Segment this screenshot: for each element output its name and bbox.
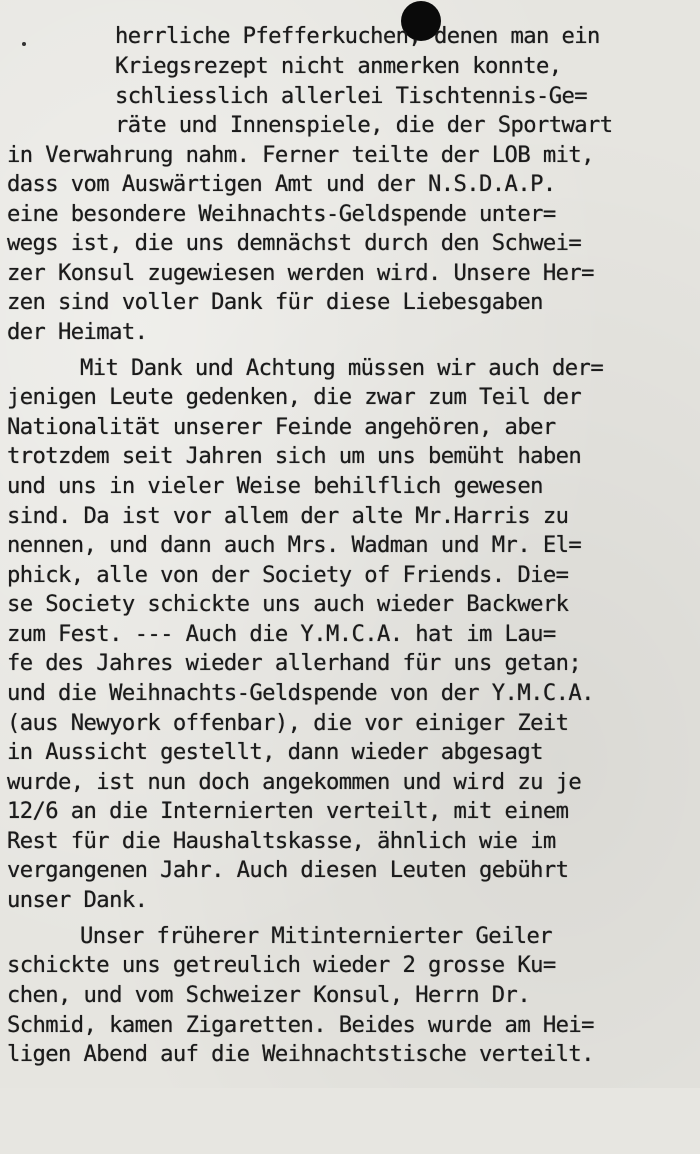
text-line: nennen, und dann auch Mrs. Wadman und Mr. El=: [7, 532, 582, 558]
text-line: Nationalität unserer Feinde angehören, aber: [7, 414, 556, 440]
text-line: jenigen Leute gedenken, die zwar zum Teil der: [7, 384, 582, 410]
text-line: wurde, ist nun doch angekommen und wird zu je: [7, 769, 582, 795]
text-line: unser Dank.: [7, 887, 148, 913]
text-line: schliesslich allerlei Tischtennis-Ge=: [115, 83, 588, 109]
text-line: und uns in vieler Weise behilflich gewesen: [7, 473, 543, 499]
text-line: trotzdem seit Jahren sich um uns bemüht haben: [7, 443, 582, 469]
text-line: Rest für die Haushaltskasse, ähnlich wie im: [7, 828, 556, 854]
text-line: zer Konsul zugewiesen werden wird. Unsere Her=: [7, 260, 594, 286]
text-line: 12/6 an die Internierten verteilt, mit einem: [7, 798, 569, 824]
text-line: Schmid, kamen Zigaretten. Beides wurde am Hei=: [7, 1012, 594, 1038]
text-line: fe des Jahres wieder allerhand für uns getan;: [7, 650, 582, 676]
text-line: schickte uns getreulich wieder 2 grosse Ku=: [7, 952, 556, 978]
paragraph-start-line: Unser früherer Mitinternierter Geiler: [80, 923, 553, 949]
text-line: eine besondere Weihnachts-Geldspende unter=: [7, 201, 556, 227]
text-line: zum Fest. --- Auch die Y.M.C.A. hat im Lau=: [7, 621, 556, 647]
text-line: herrliche Pfefferkuchen, denen man ein: [115, 23, 600, 49]
text-line: und die Weihnachts-Geldspende von der Y.M.C.A.: [7, 680, 594, 706]
text-line: se Society schickte uns auch wieder Backwerk: [7, 591, 569, 617]
text-line: wegs ist, die uns demnächst durch den Schwei=: [7, 230, 582, 256]
text-line: in Aussicht gestellt, dann wieder abgesagt: [7, 739, 543, 765]
text-line: ligen Abend auf die Weihnachtstische verteilt.: [7, 1041, 594, 1067]
text-line: in Verwahrung nahm. Ferner teilte der LOB mit,: [7, 142, 594, 168]
text-line: der Heimat.: [7, 319, 148, 345]
text-line: dass vom Auswärtigen Amt und der N.S.D.A.P.: [7, 171, 556, 197]
text-line: sind. Da ist vor allem der alte Mr.Harris zu: [7, 503, 569, 529]
text-line: räte und Innenspiele, die der Sportwart: [115, 112, 613, 138]
paragraph-start-line: Mit Dank und Achtung müssen wir auch der=: [80, 355, 604, 381]
text-line: Kriegsrezept nicht anmerken konnte,: [115, 53, 562, 79]
text-line: zen sind voller Dank für diese Liebesgaben: [7, 289, 543, 315]
text-line: (aus Newyork offenbar), die vor einiger Zeit: [7, 710, 569, 736]
text-line: chen, und vom Schweizer Konsul, Herrn Dr.: [7, 982, 531, 1008]
text-line: vergangenen Jahr. Auch diesen Leuten gebührt: [7, 857, 569, 883]
text-line: phick, alle von der Society of Friends. Die=: [7, 562, 569, 588]
